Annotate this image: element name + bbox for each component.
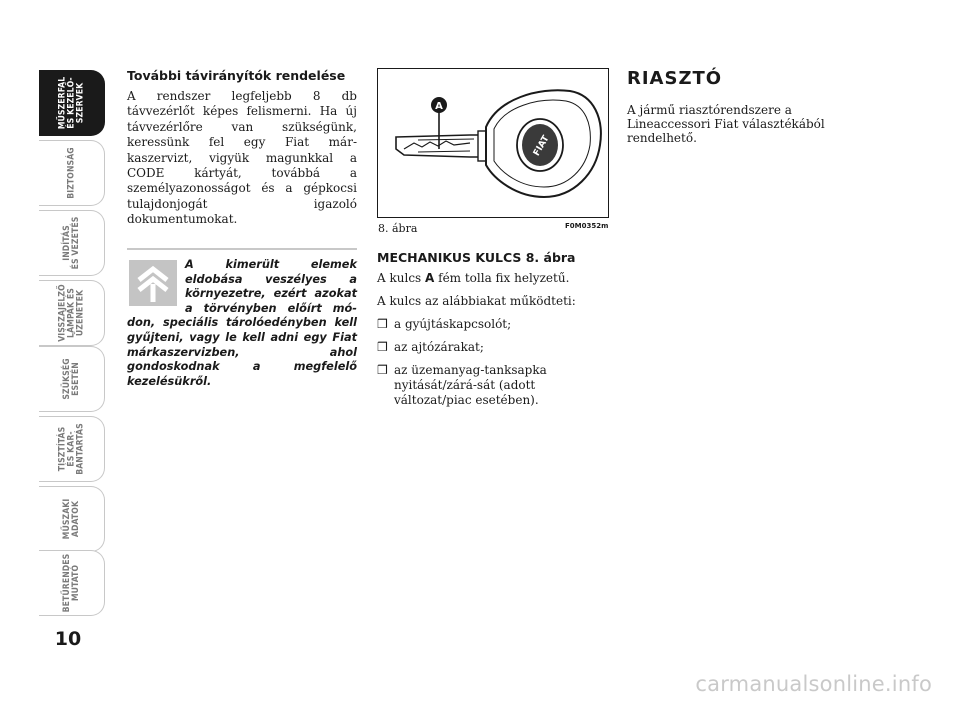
tab-label: SZÜKSÉG ESETÉN xyxy=(61,358,81,400)
section-body: A jármű riasztórendszere a Lineaccessori Fiat választékából rendelhető. xyxy=(627,103,825,145)
checkbox-bullet-icon: ❒ xyxy=(377,317,388,331)
tab-biztonsag[interactable] xyxy=(39,140,105,206)
section-title: MECHANIKUS KULCS 8. ábra xyxy=(377,250,576,265)
tab-inditas[interactable] xyxy=(39,210,105,276)
key-figure xyxy=(377,68,609,218)
tab-label: MŰSZAKI ADATOK xyxy=(61,498,81,540)
tab-muszerfal[interactable] xyxy=(39,70,105,136)
list-item-text: a gyújtáskapcsolót; xyxy=(394,317,512,331)
tab-label: BETŰRENDES MUTATÓ xyxy=(61,553,81,613)
checkbox-bullet-icon: ❒ xyxy=(377,363,388,377)
section-heading: RIASZTÓ xyxy=(627,68,723,89)
section-title: További távirányítók rendelése xyxy=(127,68,346,83)
tab-label: VISSZAJELZŐ LÁMPÁK ÉS ÜZENETEK xyxy=(57,284,85,342)
watermark: carmanualsonline.info xyxy=(695,672,932,696)
section-body: A rendszer legfeljebb 8 db távvezérlőt képes felismerni. Ha új távvezérlőre van szükségünk, keressünk fel egy Fiat már-kaszervizt, vigyük magunkkal a CODE kártyát, továbbá a személyazonosságot és a gépkocsi tulajdonjogát igazoló dokumentumokat. xyxy=(127,89,357,227)
tab-szukseg[interactable] xyxy=(39,346,105,412)
tab-muszaki[interactable] xyxy=(39,486,105,552)
tab-tisztitas[interactable] xyxy=(39,416,105,482)
list-item xyxy=(377,317,609,332)
environment-warning-icon xyxy=(129,260,177,306)
text-run: A kulcs xyxy=(377,271,426,285)
list-item-text: az üzemanyag-tanksapka nyitását/zárá-sát (adott változat/piac esetében). xyxy=(394,363,547,407)
checkbox-bullet-icon: ❒ xyxy=(377,340,388,354)
key-functions-list xyxy=(377,317,609,408)
divider xyxy=(127,248,357,250)
list-item-text: az ajtózárakat; xyxy=(394,340,484,354)
svg-text:FIAT: FIAT xyxy=(531,134,552,158)
warning-text: A kimerült elemek eldobása veszélyes a környezetre, ezért azokat a törvényben előírt mó-don, speciális tárolóedényben kell gyűjteni, vagy le kell adni egy Fiat márkaszervizben, ahol gondoskodnak a megfelelő kezelésükről. xyxy=(127,258,357,388)
tab-label: BIZTONSÁG xyxy=(66,147,76,199)
list-item xyxy=(377,363,609,408)
key-functions-intro: A kulcs az alábbiakat működteti: xyxy=(377,294,576,308)
tab-betürendes[interactable] xyxy=(39,550,105,616)
tab-label: TISZTÍTÁS ÉS KAR- BANTARTÁS xyxy=(57,423,85,475)
tab-visszajelzo[interactable] xyxy=(39,280,105,346)
list-item xyxy=(377,340,609,355)
key-label: A xyxy=(425,271,435,285)
key-description xyxy=(377,271,609,286)
tab-label: INDÍTÁS ÉS VEZETÉS xyxy=(61,216,81,270)
tab-label: MŰSZERFAL ÉS KEZELŐ- SZERVEK xyxy=(57,76,85,130)
text-run: fém tolla fix helyzetű. xyxy=(434,271,570,285)
section-mechanical-key xyxy=(377,250,609,416)
section-alarm xyxy=(627,68,877,145)
figure-code: F0M0352m xyxy=(565,222,609,230)
section-remote-ordering xyxy=(127,68,357,228)
warning-note xyxy=(127,258,357,389)
figure-caption: 8. ábra xyxy=(378,222,418,235)
marker-a: A xyxy=(435,101,443,112)
page-number: 10 xyxy=(54,628,82,650)
mechanical-key-illustration xyxy=(378,69,608,217)
